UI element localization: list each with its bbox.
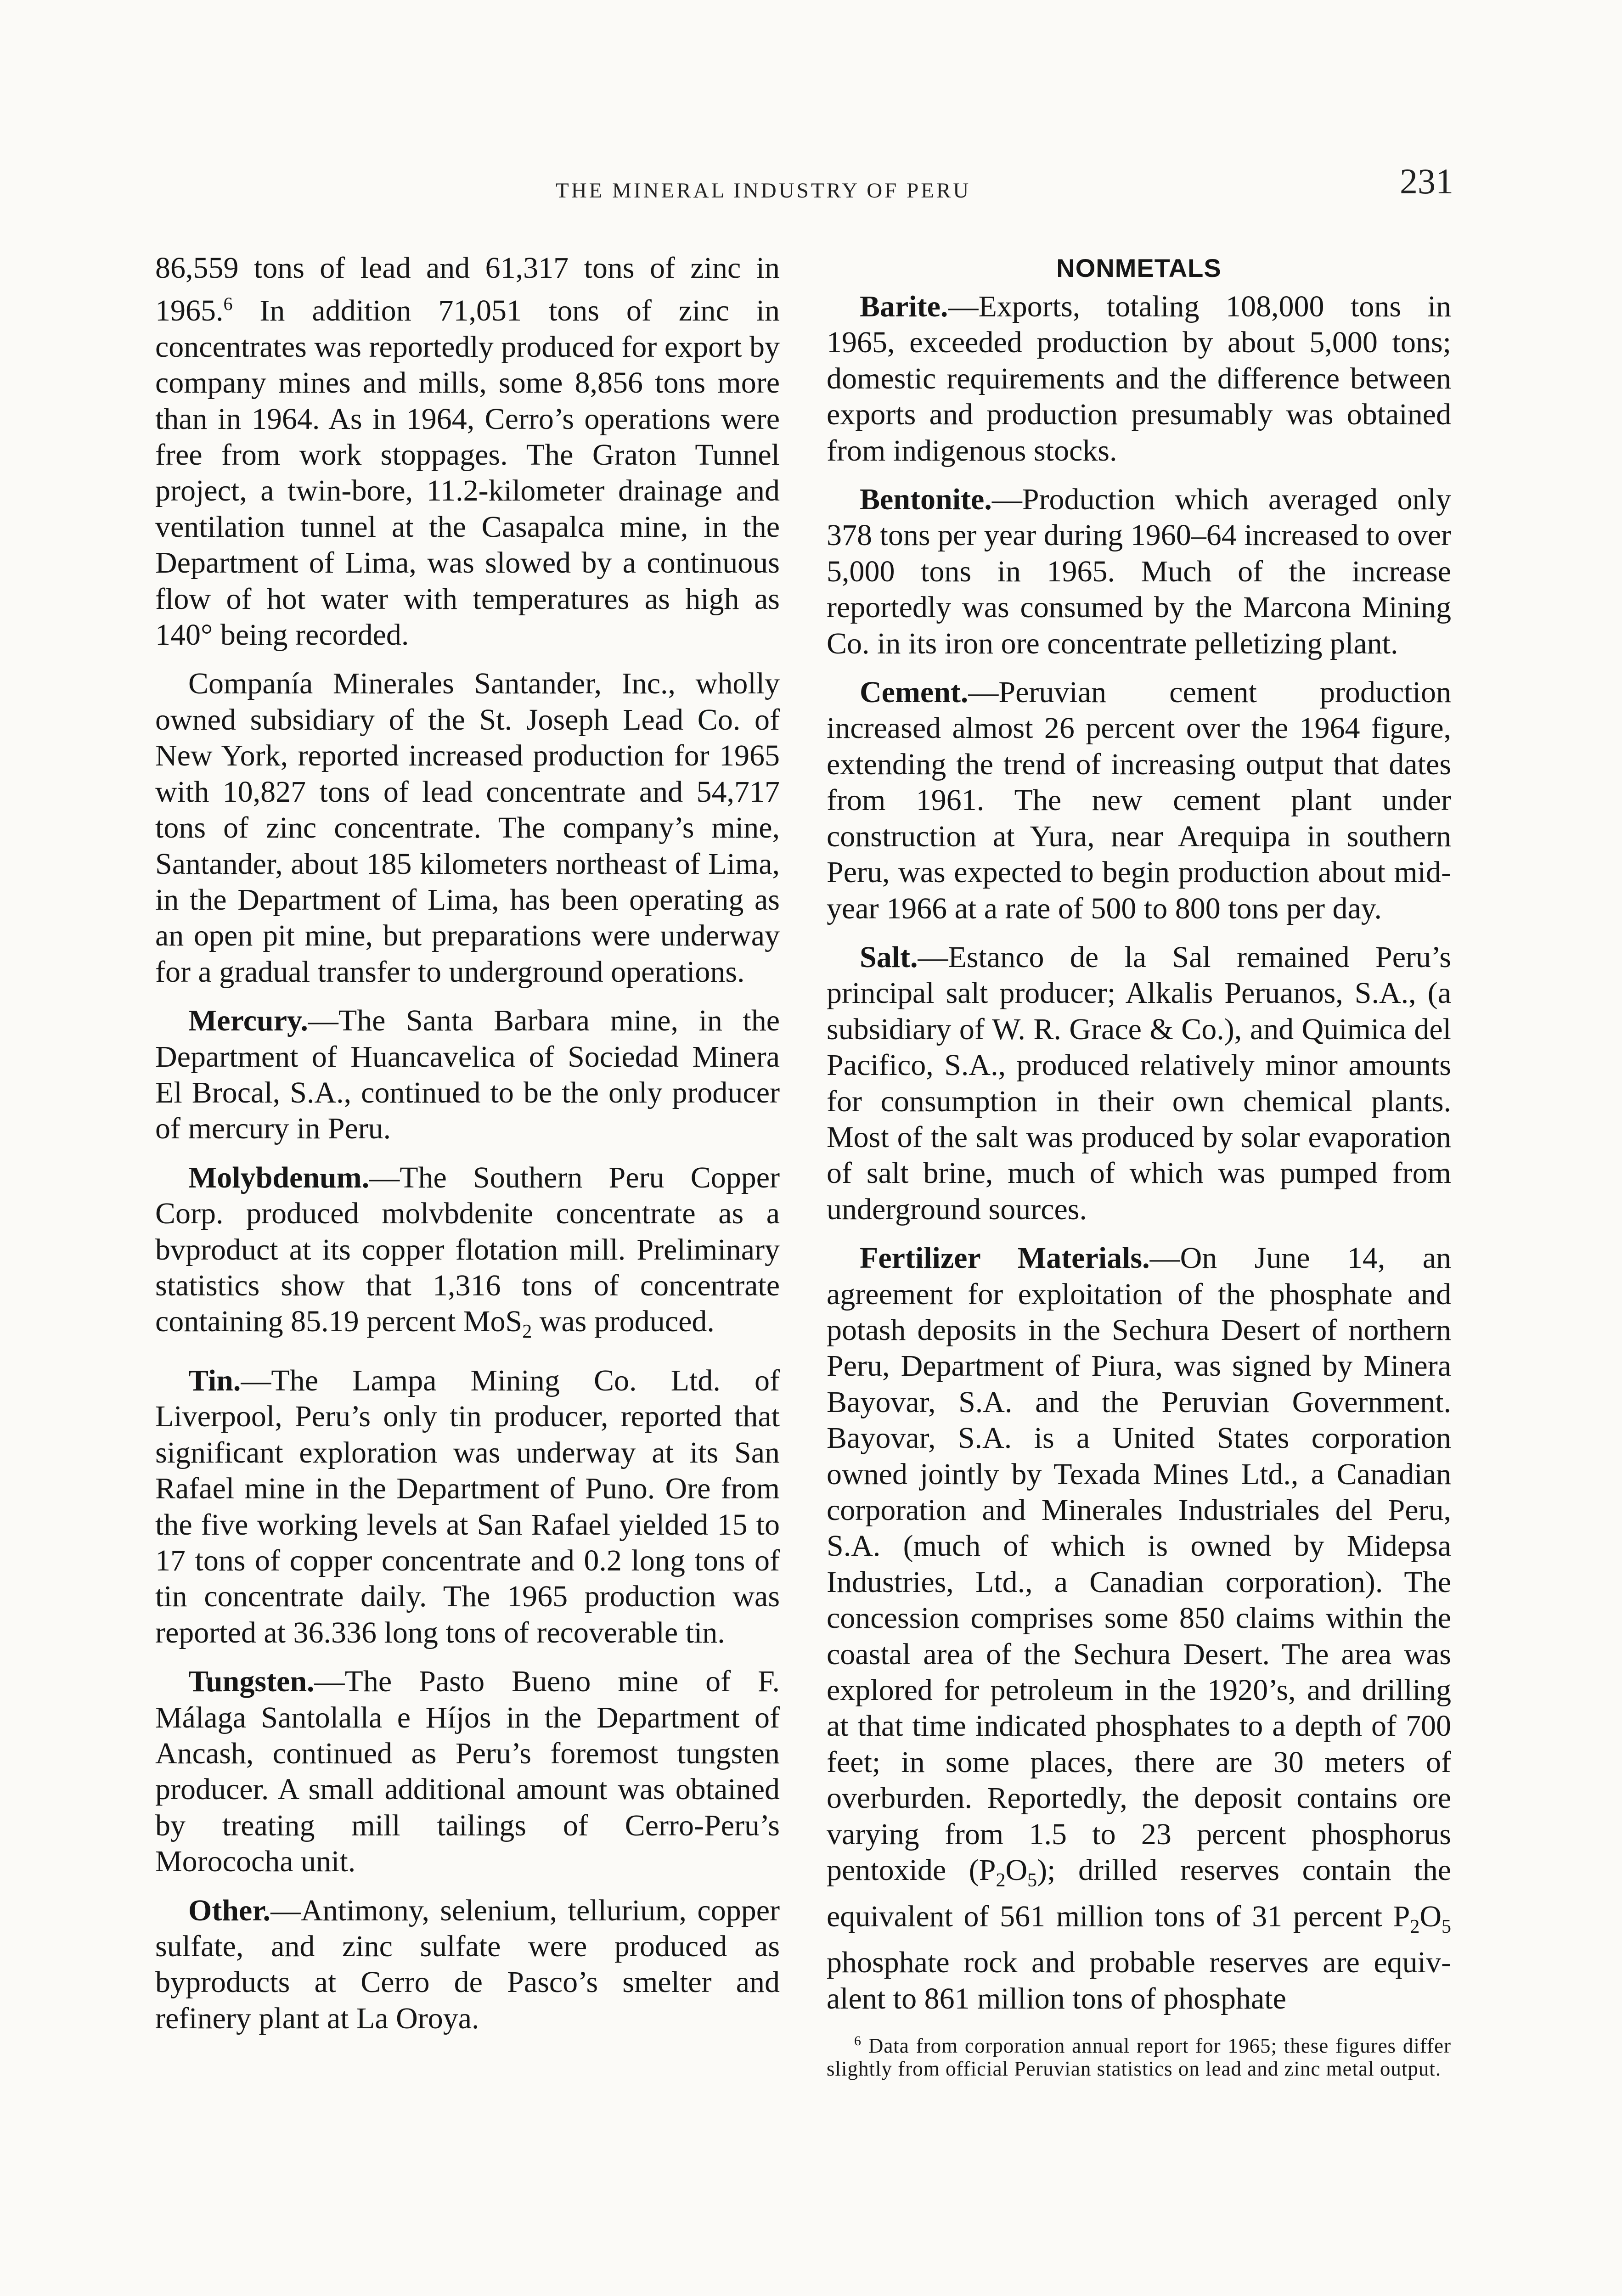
heading-fertilizer: Fertilizer Materials.: [860, 1241, 1150, 1275]
section-heading-nonmetals: NONMETALS: [1056, 253, 1222, 282]
footnote-reference: 6: [223, 293, 233, 315]
running-title: THE MINERAL INDUSTRY OF PERU: [556, 179, 971, 203]
heading-barite: Barite.: [860, 290, 948, 323]
paragraph-fertilizer: Fertilizer Materials.—On June 14, an agreement for exploitation of the phosphate and potash deposits in the Sechura Desert of northern Peru, Department of Piura, was signed by Minera Bayovar, S.A. and the Peruvian Government. Bayovar, S.A. is a United States corporation owned jointly by Texada Mines Ltd., a Canadian corporation and Minerales Industriales del Peru, S.A. (much of which is owned by Midepsa Industries, Ltd., a Canadian corporation). The concession comprises some 850 claims within the coastal area of the Sechura Desert. The area was explored for petroleum in the 1920’s, and drilling at that time indicated phosphates to a depth of 700 feet; in some places, there are 30 meters of overburden. Reportedly, the deposit contains ore varying from 1.5 to 23 percent phosphorus pentoxide $(P_2O_5)$; drilled reserves contain the equivalent of 561 million tons of 31 percent $P_2O_5$ phosphate rock and probable reserves are equivalent to 861 million tons of phosphate: [827, 1241, 1451, 2015]
heading-tungsten: Tungsten.: [188, 1665, 315, 1699]
heading-cement: Cement.: [860, 675, 969, 709]
heading-bentonite: Bentonite.: [860, 483, 992, 517]
paragraph-molybdenum: Molybdenum.—The Southern Peru Copper Corp. produced molvbdenite concentrate as a bvproduct at its copper flotation mill. Preliminary statistics show that 1,316 tons of concentrate containing 85.19 percent MoS$_2$ was produced.: [155, 1160, 780, 1343]
paragraph-barite: Barite.—Exports, totaling 108,000 tons in 1965, exceeded production by about 5,000 tons; domestic requirements and the difference between exports and production presumably was obtained from indigenous stocks.: [827, 290, 1451, 467]
heading-salt: Salt.: [860, 940, 918, 974]
heading-mercury: Mercury.: [188, 1004, 308, 1038]
paragraph-salt: Salt.—Estanco de la Sal remained Peru’s principal salt producer; Alkalis Peruanos, S.A., (a subsidiary of W. R. Grace & Co.), and Quimica del Pacifico, S.A., produced relatively minor amounts for consumption in their own chemical plants. Most of the salt was produced by solar evaporation of salt brine, much of which was pumped from underground sources.: [827, 940, 1451, 1226]
footnote-mark: 6: [854, 2033, 862, 2049]
heading-tin: Tin.: [188, 1363, 241, 1397]
paragraph-mercury: Mercury.—The Santa Barbara mine, in the Department of Huancavelica of Sociedad Minera El Brocal, S.A., continued to be the only producer of mercury in Peru.: [155, 1004, 780, 1146]
paragraph-other: Other.—Antimony, selenium, tellurium, copper sulfate, and zinc sulfate were produced as byproducts at Cerro de Pasco’s smelter and refinery plant at La Oroya.: [155, 1893, 780, 2035]
paragraph-cerro-lead-zinc: 86,559 tons of lead and 61,317 tons of zinc in 1965.$^6$ In addition 71,051 tons of zinc in concentrates was reportedly produced for export by company mines and mills, some 8,856 tons more than in 1964. As in 1964, Cerro’s operations were free from work stoppages. The Graton Tunnel project, a twin-bore, 11.2-kilometer drainage and ventilation tunnel at the Casapalca mine, in the Department of Lima, was slowed by a continuous flow of hot water with temperatures as high as 140° being recorded.: [155, 251, 780, 652]
heading-other: Other.: [188, 1893, 271, 1927]
paragraph-tin: Tin.—The Lampa Mining Co. Ltd. of Liverpool, Peru’s only tin producer, reported that significant exploration was underway at its San Rafael mine in the Department of Puno. Ore from the five working levels at San Rafael yielded 15 to 17 tons of copper concentrate and 0.2 long tons of tin concentrate daily. The 1965 production was reported at 36.336 long tons of recoverable tin.: [155, 1363, 780, 1649]
paragraph-tungsten: Tungsten.—The Pasto Bueno mine of F. Málaga Santolalla e Híjos in the Department of Ancash, continued as Peru’s foremost tungsten producer. A small additional amount was obtained by treating mill tailings of Cerro-Peru’s Morococha unit.: [155, 1665, 780, 1879]
heading-molybdenum: Molybdenum.: [188, 1160, 370, 1194]
paragraph-santander: Companía Minerales Santander, Inc., wholly owned subsidiary of the St. Joseph Lead Co. of New York, reported increased production for 1965 with 10,827 tons of lead concentrate and 54,717 tons of zinc concentrate. The company’s mine, Santander, about 185 kilometers northeast of Lima, in the Department of Lima, has been operating as an open pit mine, but preparations were underway for a gradual transfer to underground operations.: [155, 667, 780, 989]
page-number: 231: [1400, 161, 1453, 201]
left-column: [155, 250, 780, 2049]
paragraph-bentonite: Bentonite.—Production which averaged only 378 tons per year during 1960–64 increased to over 5,000 tons in 1965. Much of the increase reportedly was consumed by the Marcona Mining Co. in its iron ore concentrate pelletizing plant.: [827, 483, 1451, 660]
paragraph-cement: Cement.—Peruvian cement production increased almost 26 percent over the 1964 figure, extending the trend of increasing output that dates from 1961. The new cement plant under construction at Yura, near Arequipa in southern Peru, was expected to begin production about mid-year 1966 at a rate of 500 to 800 tons per day.: [827, 675, 1451, 925]
right-column: [827, 250, 1451, 2080]
footnote: $^6$ Data from corporation annual report for 1965; these figures differ slightly from official Peruvian statistics on lead and zinc metal output.: [827, 2033, 1451, 2081]
